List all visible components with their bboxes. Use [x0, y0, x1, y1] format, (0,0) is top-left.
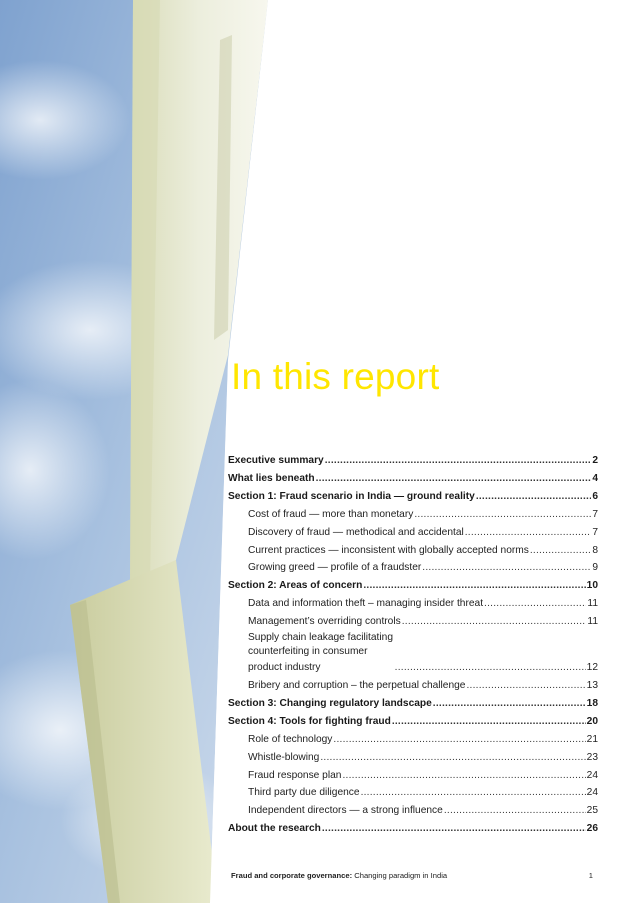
toc-subentry[interactable] — [228, 595, 598, 613]
toc-entry-page: 4 — [592, 472, 598, 484]
toc-entry-label: Whistle-blowing — [248, 751, 320, 763]
publication-subtitle: Changing paradigm in India — [354, 871, 448, 880]
dot-leader — [361, 784, 586, 802]
toc-entry-label: Discovery of fraud — methodical and accidental — [248, 526, 464, 538]
page-title: In this report — [231, 356, 440, 397]
dot-leader — [465, 524, 592, 542]
toc-entry-page: 25 — [586, 805, 598, 817]
toc-entry-page: 21 — [586, 733, 598, 745]
toc-entry[interactable] — [228, 452, 598, 470]
toc-entry-page: 7 — [592, 526, 598, 538]
toc-entry-page: 6 — [592, 490, 598, 502]
toc-entry-page: 7 — [592, 508, 598, 520]
dot-leader — [322, 820, 586, 838]
toc-entry-page: 23 — [586, 751, 598, 763]
toc-subentry[interactable] — [228, 802, 598, 820]
dot-leader — [484, 595, 586, 613]
toc-entry[interactable] — [228, 470, 598, 488]
dot-leader — [333, 731, 585, 749]
toc-entry-label: Section 1: Fraud scenario in India — ground reality — [228, 490, 475, 502]
toc-entry-label: Independent directors — a strong influence — [248, 805, 443, 817]
toc-entry-page: 26 — [586, 823, 598, 835]
toc-subentry[interactable] — [228, 524, 598, 542]
publication-title-bold: Fraud and corporate governance: — [231, 871, 353, 880]
dot-leader — [466, 677, 585, 695]
toc-entry-page: 24 — [586, 787, 598, 799]
toc-entry-page: 2 — [592, 455, 598, 466]
toc-entry-label-line2: product industry — [248, 662, 321, 674]
toc-entry-label: What lies beneath — [228, 472, 315, 484]
dot-leader — [530, 542, 591, 560]
toc-entry[interactable] — [228, 713, 598, 731]
toc-entry[interactable] — [228, 695, 598, 713]
toc-entry-label-line1: Supply chain leakage facilitating counterfeiting in consumer — [248, 632, 393, 658]
toc-subentry[interactable] — [228, 731, 598, 749]
toc-entry-page: 18 — [586, 697, 598, 709]
toc-entry[interactable] — [228, 820, 598, 838]
toc-subentry[interactable] — [228, 784, 598, 802]
dot-leader — [316, 470, 592, 488]
toc-entry-page: 12 — [586, 662, 598, 674]
toc-entry-label: Section 2: Areas of concern — [228, 580, 363, 592]
toc-entry-label: Management’s overriding controls — [248, 616, 401, 628]
dot-leader — [363, 577, 585, 595]
dot-leader — [444, 802, 586, 820]
toc-entry-label: Growing greed — profile of a fraudster — [248, 562, 422, 574]
toc-subentry[interactable] — [228, 767, 598, 785]
toc-entry-label: Data and information theft – managing insider threat — [248, 598, 484, 610]
toc-entry-page: 11 — [587, 616, 598, 628]
toc-entry[interactable] — [228, 577, 598, 595]
toc-entry-label: Section 3: Changing regulatory landscape — [228, 697, 432, 709]
dot-leader — [433, 695, 586, 713]
publication-title — [231, 871, 447, 880]
toc-entry-label: Fraud response plan — [248, 769, 342, 781]
toc-subentry[interactable] — [228, 506, 598, 524]
toc-entry-label: About the research — [228, 823, 321, 835]
dot-leader — [342, 767, 585, 785]
toc-entry-page: 20 — [586, 715, 598, 727]
toc-entry-page: 8 — [592, 544, 598, 556]
toc-entry-page: 10 — [586, 580, 598, 592]
dot-leader — [402, 613, 587, 631]
toc-entry-label: Section 4: Tools for fighting fraud — [228, 715, 391, 727]
toc-entry-label: Bribery and corruption – the perpetual challenge — [248, 679, 466, 691]
dot-leader — [422, 559, 591, 577]
page-footer — [231, 871, 593, 880]
toc-subentry[interactable] — [228, 542, 598, 560]
toc-subentry[interactable] — [228, 613, 598, 631]
toc-entry-page: 11 — [587, 598, 598, 610]
table-of-contents — [228, 452, 598, 838]
toc-entry-page: 9 — [592, 562, 598, 574]
toc-entry-label — [248, 631, 394, 677]
toc-entry-label: Role of technology — [248, 733, 333, 745]
dot-leader — [320, 749, 585, 767]
dot-leader — [325, 452, 592, 470]
toc-entry-page: 13 — [586, 679, 598, 691]
toc-entry-label: Current practices — inconsistent with globally accepted norms — [248, 544, 529, 556]
dot-leader — [392, 713, 586, 731]
toc-entry-page: 24 — [586, 769, 598, 781]
toc-subentry[interactable] — [228, 631, 598, 677]
dot-leader — [395, 659, 586, 677]
toc-subentry[interactable] — [228, 677, 598, 695]
dot-leader — [414, 506, 591, 524]
toc-subentry[interactable] — [228, 559, 598, 577]
page-number: 1 — [588, 871, 593, 880]
toc-entry-label: Third party due diligence — [248, 787, 360, 799]
dot-leader — [476, 488, 592, 506]
toc-entry[interactable] — [228, 488, 598, 506]
toc-subentry[interactable] — [228, 749, 598, 767]
toc-entry-label: Cost of fraud — more than monetary — [248, 508, 414, 520]
toc-entry-label: Executive summary — [228, 455, 324, 466]
